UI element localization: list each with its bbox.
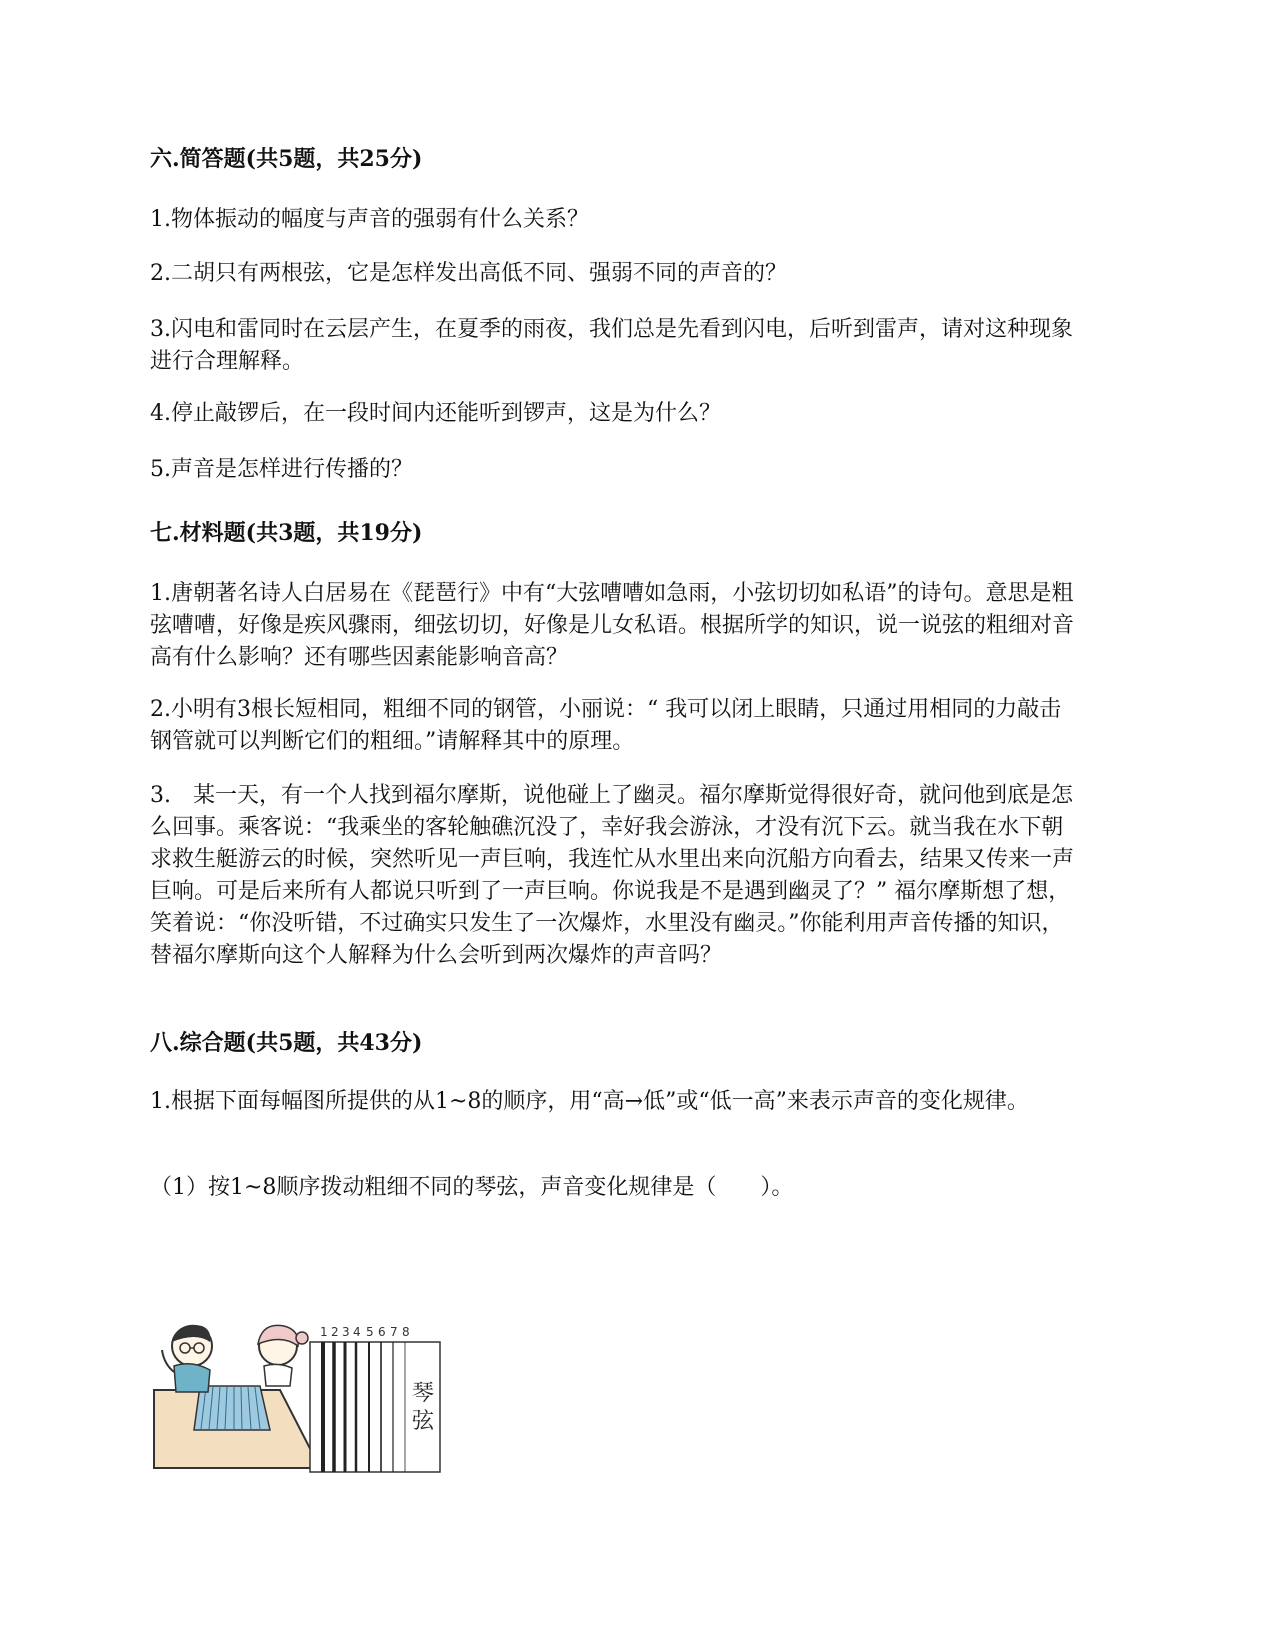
illustration-figure [150, 1320, 450, 1480]
boy-figure [162, 1325, 212, 1392]
string-number-8: 8 [402, 1325, 410, 1339]
section-title-6: 六.简答题(共5题，共25分) [150, 146, 423, 172]
girl-figure [258, 1325, 308, 1386]
string-number-2: 2 [331, 1325, 339, 1339]
string-number-5: 5 [366, 1325, 374, 1339]
question-7-2: 2.小明有3根长短相同，粗细不同的钢管，小丽说：“ 我可以闭上眼睛，只通过用相同的力敲击钢管就可以判断它们的粗细。”请解释其中的原理。 [150, 697, 1062, 754]
section-title-7: 七.材料题(共3题，共19分) [150, 520, 423, 546]
string-number-7: 7 [390, 1325, 398, 1339]
string-frame [310, 1342, 440, 1472]
question-8-1: 1.根据下面每幅图所提供的从1~8的顺序，用“高→低”或“低一高”来表示声音的变化规律。 [150, 1089, 1029, 1114]
string-numbers [320, 1325, 410, 1339]
string-number-4: 4 [353, 1325, 361, 1339]
question-8-1-sub1: （1）按1~8顺序拨动粗细不同的琴弦，声音变化规律是（ ）。 [150, 1175, 794, 1200]
string-illustration [150, 1320, 450, 1484]
string-number-1: 1 [320, 1325, 328, 1339]
question-6-3: 3.闪电和雷同时在云层产生，在夏季的雨夜，我们总是先看到闪电，后听到雷声，请对这种现象进行合理解释。 [150, 317, 1073, 374]
section-title-8: 八.综合题(共5题，共43分) [150, 1030, 423, 1056]
question-6-5: 5.声音是怎样进行传播的？ [150, 457, 413, 482]
string-number-3: 3 [342, 1325, 350, 1339]
question-6-1: 1.物体振动的幅度与声音的强弱有什么关系？ [150, 207, 589, 232]
question-7-1: 1.唐朝著名诗人白居易在《琵琶行》中有“大弦嘈嘈如急雨，小弦切切如私语”的诗句。意思是粗弦嘈嘈，好像是疾风骤雨，细弦切切，好像是儿女私语。根据所学的知识，说一说弦的粗细对音高有什么影响？还有哪些因素能影响音高？ [150, 581, 1075, 670]
string-label-char-1: 琴 [412, 1381, 435, 1406]
question-6-4: 4.停止敲锣后，在一段时间内还能听到锣声，这是为什么？ [150, 401, 721, 426]
question-7-3: 3. 某一天，有一个人找到福尔摩斯，说他碰上了幽灵。福尔摩斯觉得很好奇，就问他到底是怎么回事。乘客说：“我乘坐的客轮触礁沉没了，幸好我会游泳，才没有沉下云。就当我在水下朝求救生艇游云的时候，突然听见一声巨响，我连忙从水里出来向沉船方向看去，结果又传来一声巨响。可是后来所有人都说只听到了一声巨响。你说我是不是遇到幽灵了？” 福尔摩斯想了想，笑着说：“你没听错，不过确实只发生了一次爆炸，水里没有幽灵。”你能利用声音传播的知识，替福尔摩斯向这个人解释为什么会听到两次爆炸的声音吗？ [150, 783, 1075, 968]
question-6-2: 2.二胡只有两根弦，它是怎样发出高低不同、强弱不同的声音的？ [150, 261, 787, 286]
string-number-6: 6 [378, 1325, 386, 1339]
string-label-char-2: 弦 [412, 1409, 435, 1434]
